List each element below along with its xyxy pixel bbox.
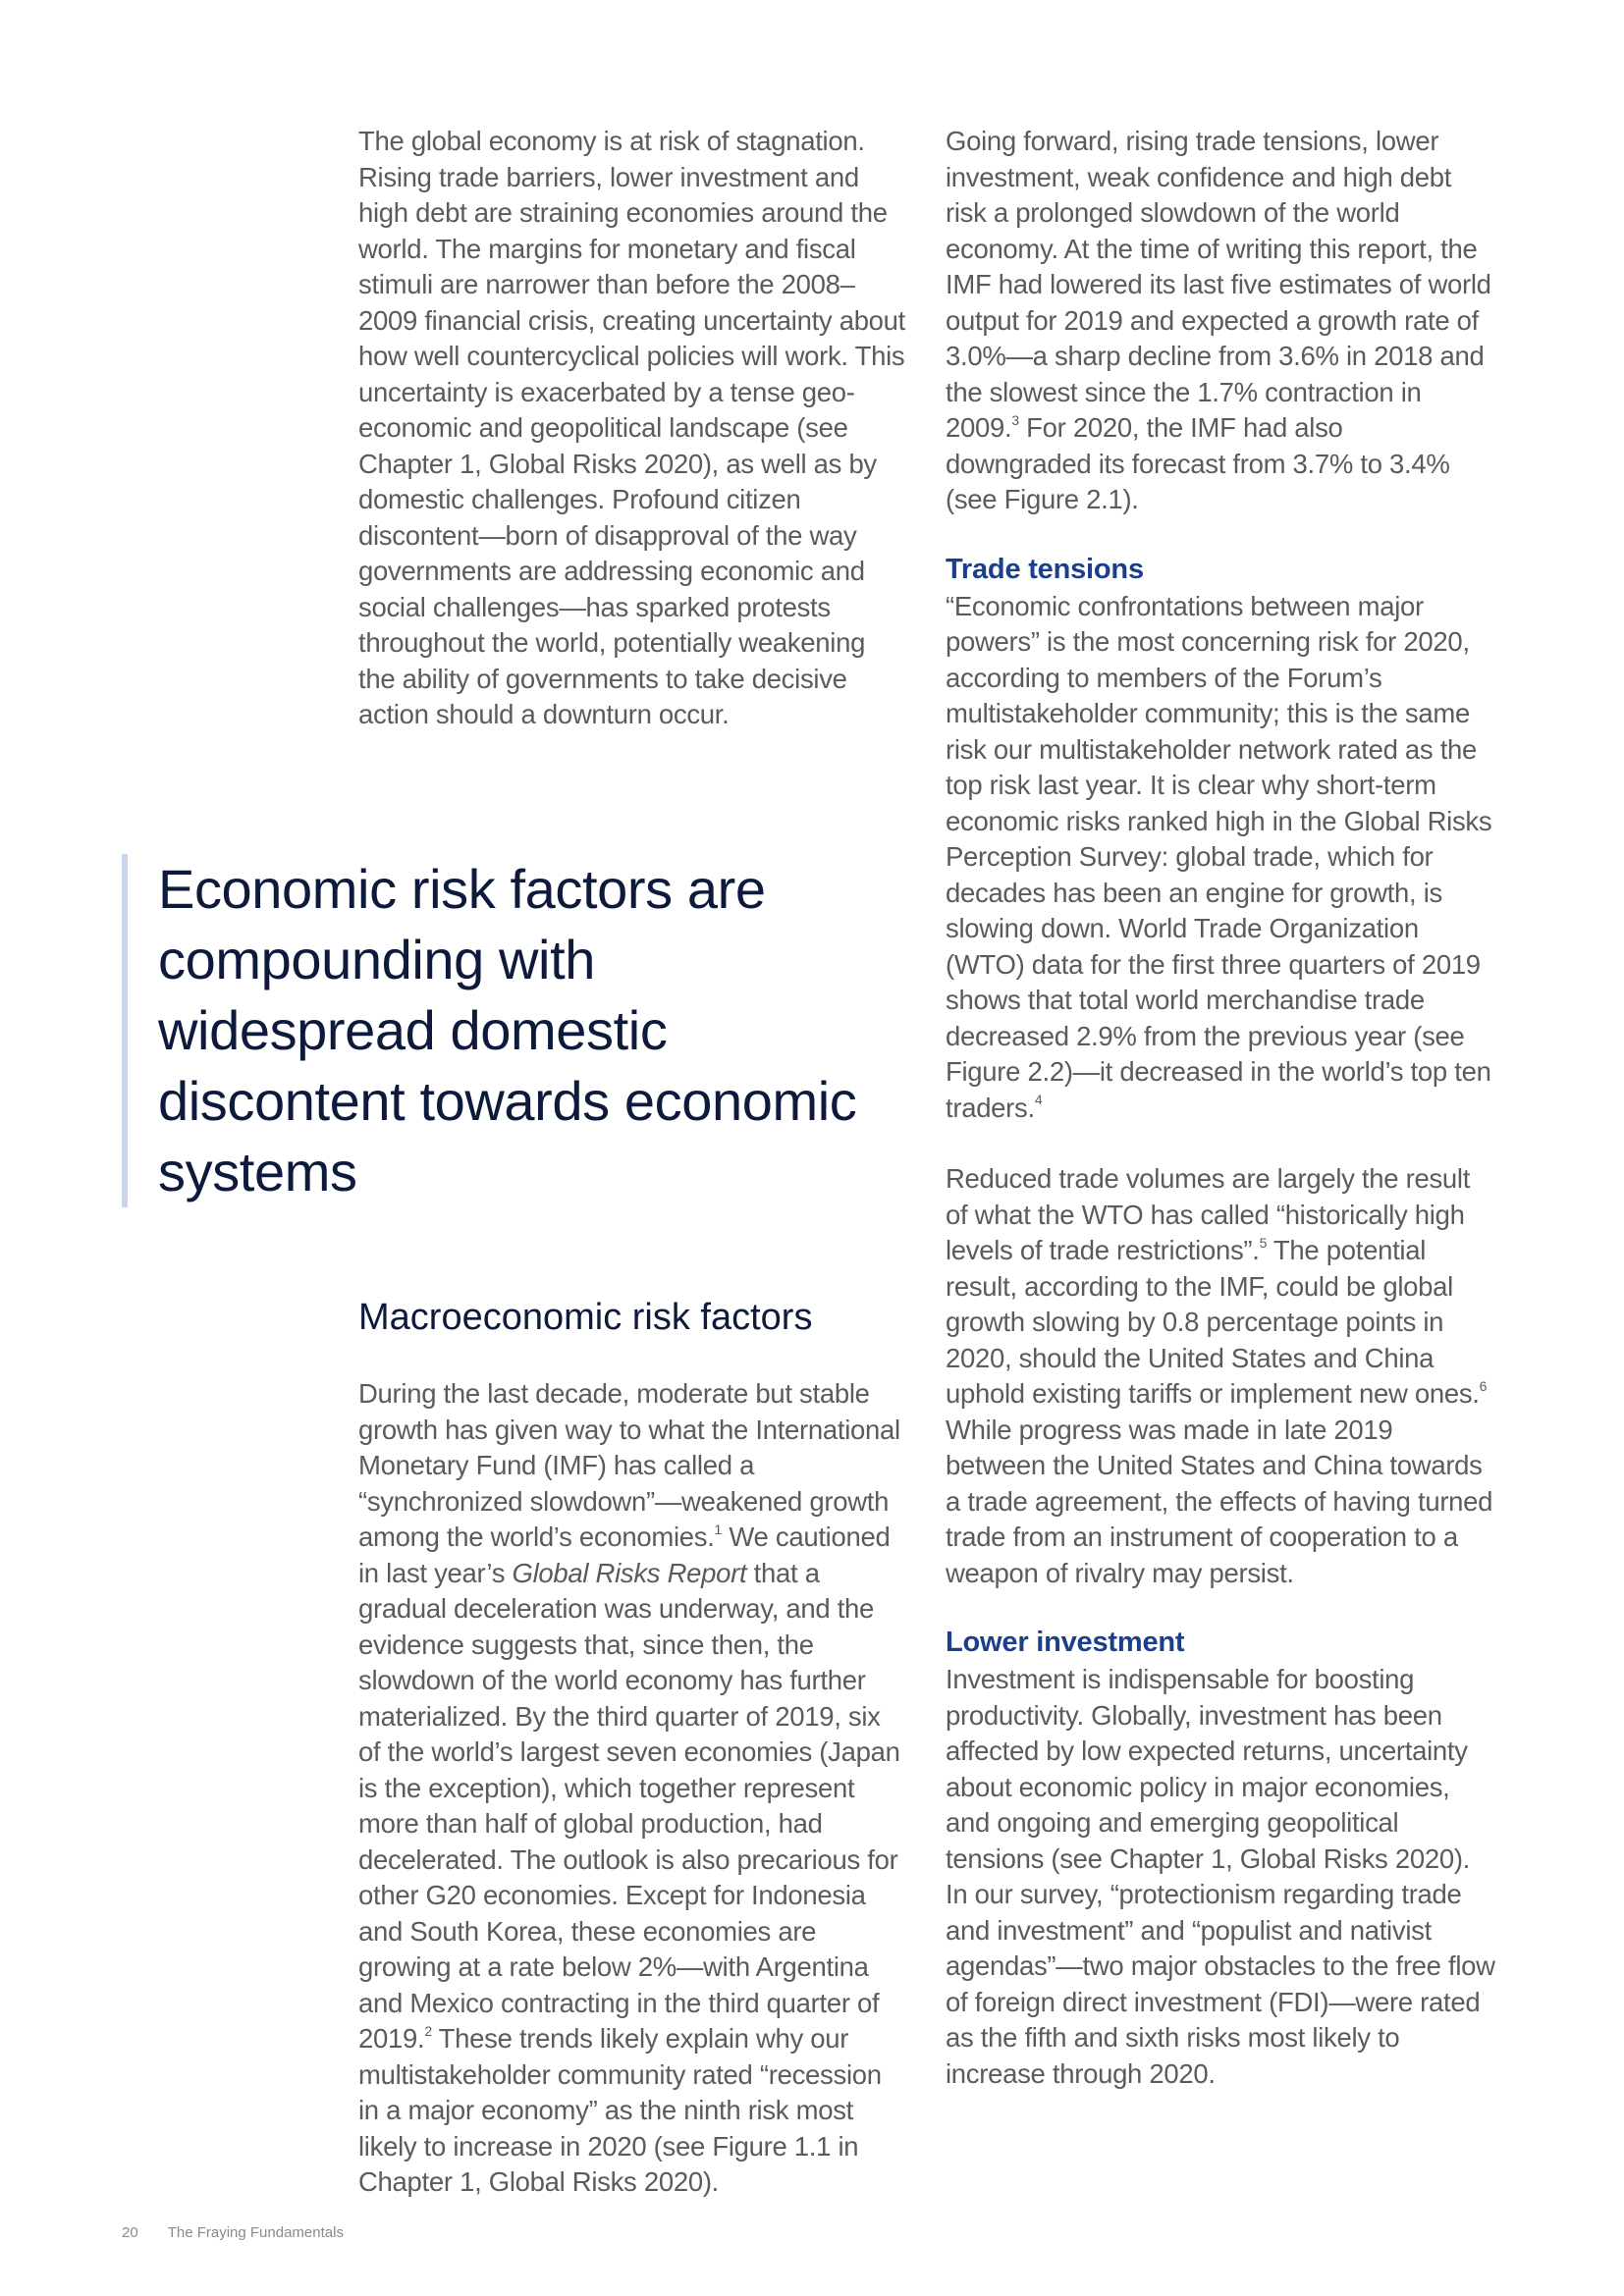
footnote-ref: 4 [1034, 1092, 1043, 1108]
macro-text-2: We cautioned in last year’s [358, 1522, 891, 1588]
section-heading-macroeconomic: Macroeconomic risk factors [358, 1297, 813, 1338]
trade-paragraph-2 [946, 1161, 1495, 1591]
macro-text-1: During the last decade, moderate but stable growth has given way to what the International Monetary Fund (IMF) has called a “synchronized slowdown”—weakened growth among the world’s economies. [358, 1378, 900, 1552]
trade-text-2b: The potential result, according to the IMF, could be global growth slowing by 0.8 percentage points in 2020, should the United States and China uphold existing tariffs or implement new ones. [946, 1235, 1480, 1409]
forward-text-1: Going forward, rising trade tensions, lower investment, weak confidence and high debt risk a prolonged slowdown of the world economy. At the time of writing this report, the IMF had lowered its last five estimates of world output for 2019 and expected a growth rate of 3.0%—a sharp decline from 3.6% in 2018 and the slowest since the 1.7% contraction in 2009. [946, 126, 1491, 443]
page-footer [122, 2224, 344, 2241]
page-number: 20 [122, 2224, 138, 2241]
footnote-ref: 2 [424, 2022, 432, 2039]
subheading-trade-tensions: Trade tensions [946, 553, 1144, 585]
chapter-title: The Fraying Fundamentals [167, 2224, 344, 2241]
intro-paragraph: The global economy is at risk of stagnation. Rising trade barriers, lower investment and high debt are straining economies around the world. The margins for monetary and fiscal stimuli are narrower than before the 2008–2009 financial crisis, creating uncertainty about how well countercyclical policies will work. This uncertainty is exacerbated by a tense geo-economic and geopolitical landscape (see Chapter 1, Global Risks 2020), as well as by domestic challenges. Profound citizen discontent—born of disapproval of the way governments are addressing economic and social challenges—has sparked protests throughout the world, potentially weakening the ability of governments to take decisive action should a downturn occur. [358, 126, 906, 729]
left-column-intro [358, 124, 908, 733]
right-column [946, 124, 1495, 2092]
subheading-lower-investment: Lower investment [946, 1627, 1185, 1658]
trade-text-2a: Reduced trade volumes are largely the result of what the WTO has called “historically high levels of trade restrictions”. [946, 1163, 1471, 1265]
report-title-italic: Global Risks Report [512, 1557, 747, 1588]
pull-quote [122, 854, 865, 1207]
footnote-ref: 3 [1011, 411, 1019, 428]
left-column-macro [358, 1376, 908, 2201]
trade-paragraph-1 [946, 589, 1495, 1127]
pull-quote-text: Economic risk factors are compounding with widespread domestic discontent towards economic systems [158, 858, 857, 1202]
macro-paragraph [358, 1376, 908, 2201]
footnote-ref: 5 [1259, 1234, 1268, 1251]
footnote-ref: 6 [1479, 1377, 1488, 1394]
trade-text-2c: While progress was made in late 2019 between the United States and China towards a trade agreement, the effects of having turned trade from an instrument of cooperation to a weapon of rivalry may persist. [946, 1414, 1493, 1588]
macro-text-4: These trends likely explain why our multistakeholder community rated “recession in a major economy” as the ninth risk most likely to increase in 2020 (see Figure 1.1 in Chapter 1, Global Risks 2020). [358, 2023, 882, 2197]
investment-paragraph: Investment is indispensable for boosting productivity. Globally, investment has been affected by low expected returns, uncertainty about economic policy in major economies, and ongoing and emerging geopolitical tensions (see Chapter 1, Global Risks 2020). In our survey, “protectionism regarding trade and investment” and “populist and nativist agendas”—two major obstacles to the free flow of foreign direct investment (FDI)—were rated as the fifth and sixth risks most likely to increase through 2020. [946, 1664, 1495, 2089]
footnote-ref: 1 [714, 1521, 723, 1537]
forward-text-2: For 2020, the IMF had also downgraded its forecast from 3.7% to 3.4% (see Figure 2.1). [946, 412, 1450, 514]
macro-text-3: that a gradual deceleration was underway, and the evidence suggests that, since then, the slowdown of the world economy has further materialized. By the third quarter of 2019, six of the world’s largest seven economies (Japan is the exception), which together represent more than half of global production, had decelerated. The outlook is also precarious for other G20 economies. Except for Indonesia and South Korea, these economies are growing at a rate below 2%—with Argentina and Mexico contracting in the third quarter of 2019. [358, 1557, 900, 2054]
trade-text-1: “Economic confrontations between major powers” is the most concerning risk for 2020, according to members of the Forum’s multistakeholder community; this is the same risk our multistakeholder network rated as the top risk last year. It is clear why short-term economic risks ranked high in the Global Risks Perception Survey: global trade, which for decades has been an engine for growth, is slowing down. World Trade Organization (WTO) data for the first three quarters of 2019 shows that total world merchandise trade decreased 2.9% from the previous year (see Figure 2.2)—it decreased in the world’s top ten traders. [946, 590, 1492, 1123]
forward-paragraph [946, 124, 1495, 518]
